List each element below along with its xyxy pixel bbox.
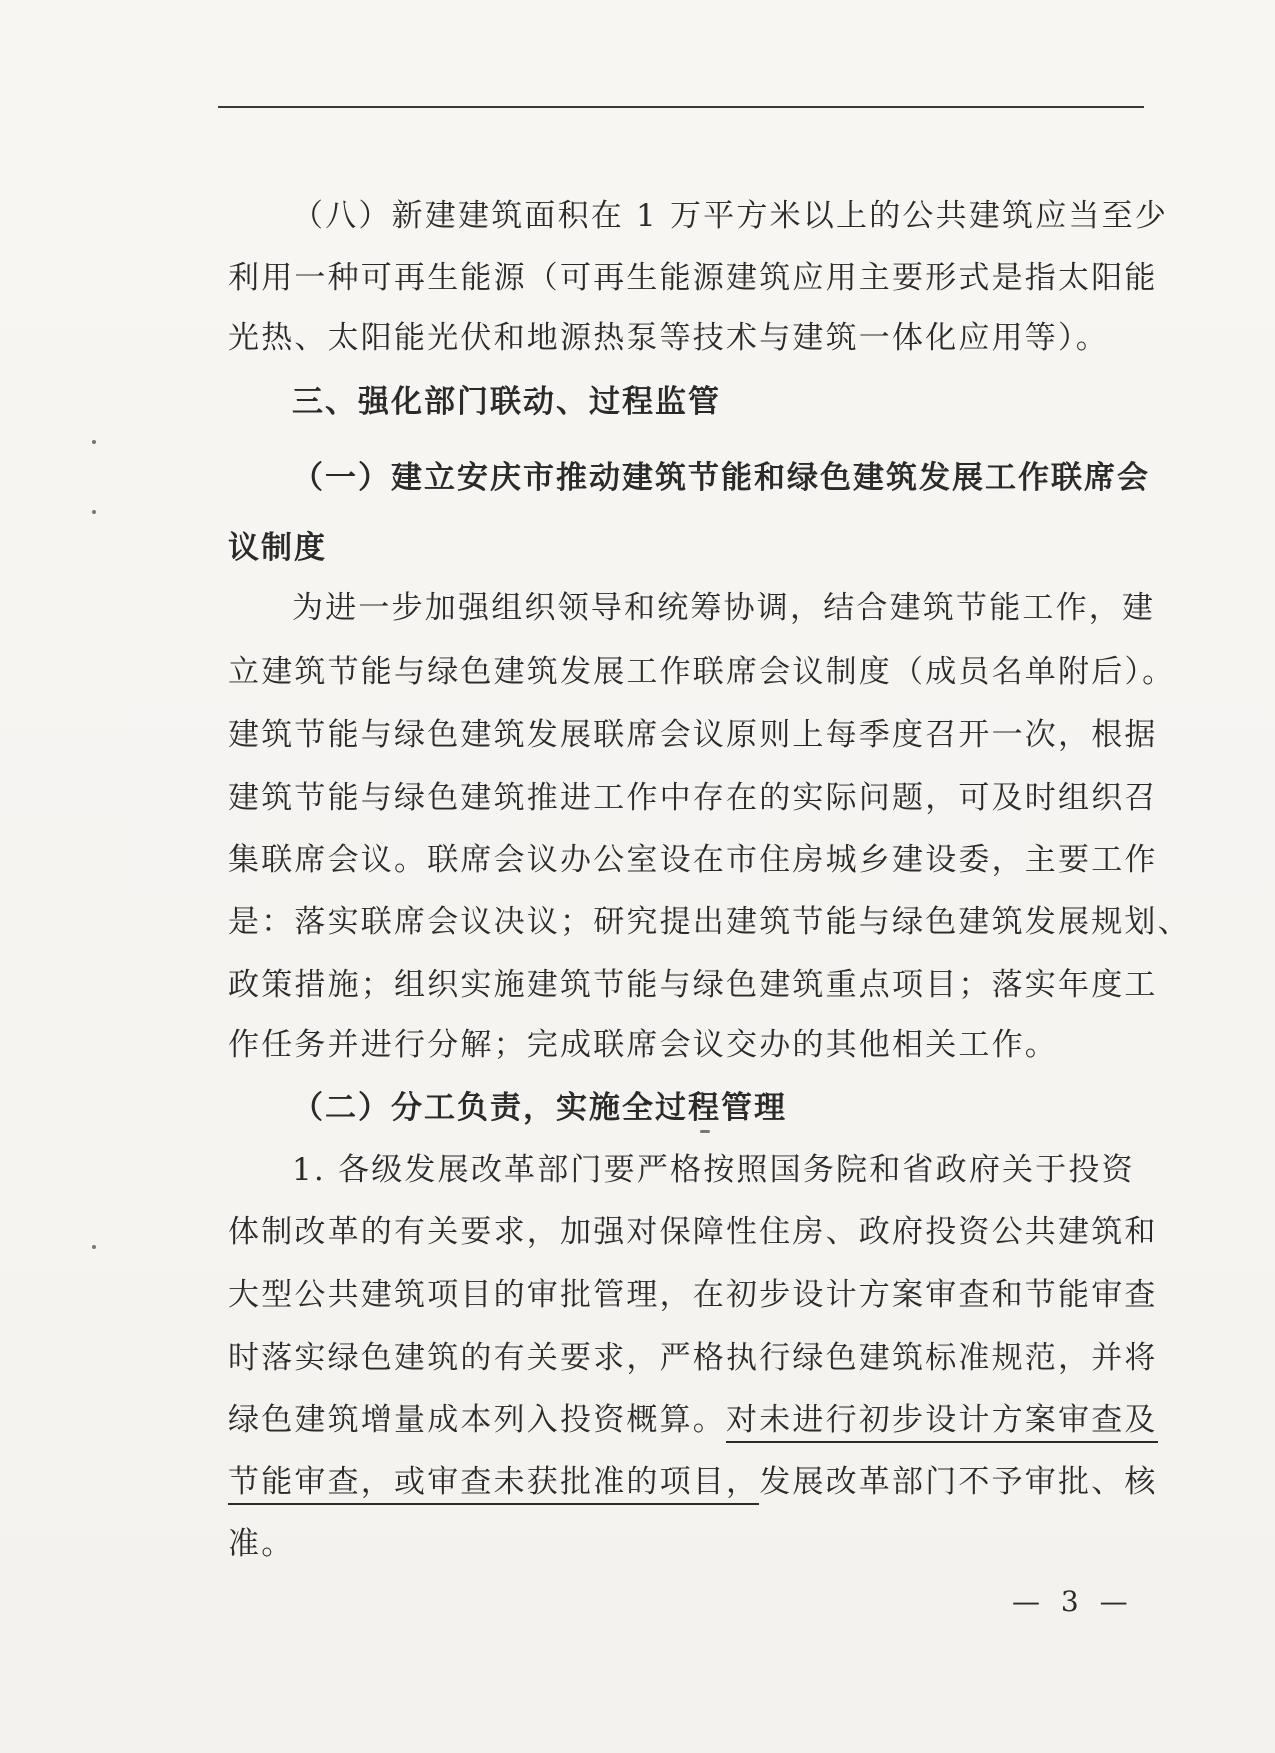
paragraph-8-line-3: 光热、太阳能光伏和地源热泵等技术与建筑一体化应用等）。 (228, 320, 1109, 356)
paragraph-council-line-5: 集联席会议。联席会议办公室设在市住房城乡建设委，主要工作 (228, 842, 1158, 878)
item1-text-tail: 发展改革部门不予审批、核 (759, 1464, 1158, 1500)
scan-speck (92, 440, 96, 444)
paragraph-council-line-8: 作任务并进行分解；完成联席会议交办的其他相关工作。 (228, 1027, 1058, 1063)
paragraph-item1-line-4: 时落实绿色建筑的有关要求，严格执行绿色建筑标准规范，并将 (228, 1340, 1158, 1376)
scan-speck (92, 510, 96, 514)
paragraph-item1-line-5 (228, 1400, 1158, 1440)
paragraph-8-line-1: （八）新建建筑面积在 1 万平方米以上的公共建筑应当至少 (292, 198, 1169, 234)
subheading-1-line-2: 议制度 (228, 530, 327, 566)
item1-text-underlined-b: 节能审查，或审查未获批准的项目， (228, 1464, 759, 1505)
subheading-2: （二）分工负责，实施全过程管理 (292, 1090, 787, 1126)
scan-speck (700, 1130, 710, 1133)
scan-speck (92, 1245, 96, 1249)
paragraph-8-line-2: 利用一种可再生能源（可再生能源建筑应用主要形式是指太阳能 (228, 260, 1158, 296)
paragraph-item1-line-2: 体制改革的有关要求，加强对保障性住房、政府投资公共建筑和 (228, 1214, 1158, 1250)
header-rule (218, 106, 1144, 108)
page-number: — 3 — (1012, 1585, 1134, 1618)
item1-text-underlined-a: 对未进行初步设计方案审查及 (726, 1402, 1158, 1443)
paragraph-council-line-4: 建筑节能与绿色建筑推进工作中存在的实际问题，可及时组织召 (228, 780, 1158, 816)
paragraph-item1-line-6 (228, 1462, 1158, 1502)
subheading-1-line-1: （一）建立安庆市推动建筑节能和绿色建筑发展工作联席会 (292, 460, 1150, 496)
paragraph-council-line-1: 为进一步加强组织领导和统筹协调，结合建筑节能工作，建 (292, 590, 1156, 626)
item1-text-plain: 绿色建筑增量成本列入投资概算。 (228, 1402, 726, 1438)
paragraph-council-line-7: 政策措施；组织实施建筑节能与绿色建筑重点项目；落实年度工 (228, 967, 1158, 1003)
section-heading-3: 三、强化部门联动、过程监管 (292, 384, 721, 420)
paragraph-council-line-6: 是：落实联席会议决议；研究提出建筑节能与绿色建筑发展规划、 (228, 904, 1191, 940)
paragraph-item1-line-3: 大型公共建筑项目的审批管理，在初步设计方案审查和节能审查 (228, 1277, 1158, 1313)
paragraph-item1-line-1: 1. 各级发展改革部门要严格按照国务院和省政府关于投资 (292, 1152, 1135, 1188)
paragraph-council-line-2: 立建筑节能与绿色建筑发展工作联席会议制度（成员名单附后）。 (228, 654, 1176, 690)
paragraph-council-line-3: 建筑节能与绿色建筑发展联席会议原则上每季度召开一次，根据 (228, 717, 1158, 753)
paragraph-item1-line-7: 准。 (228, 1526, 295, 1562)
